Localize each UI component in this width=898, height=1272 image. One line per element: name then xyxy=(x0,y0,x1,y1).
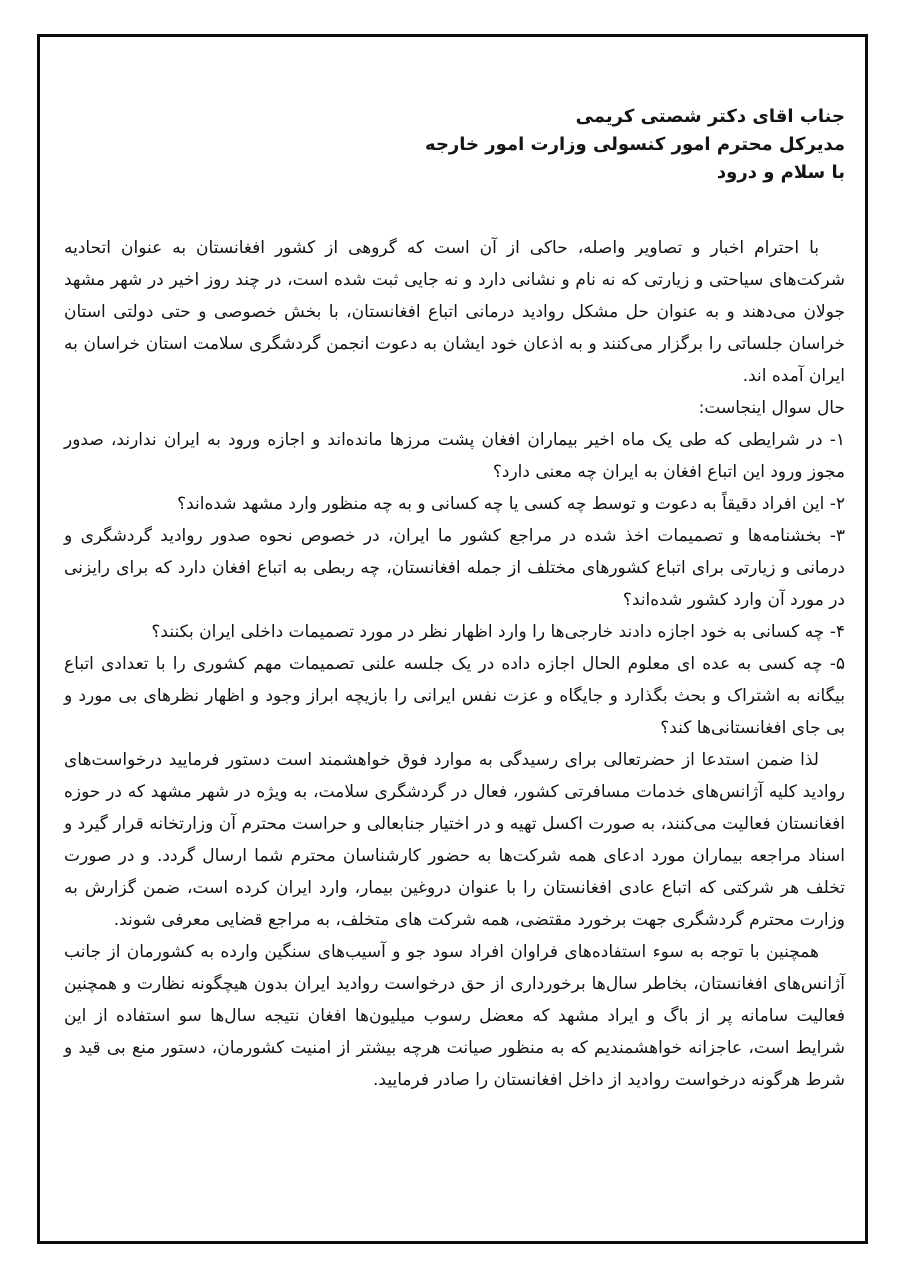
question-item-3: ۳- بخشنامه‌ها و تصمیمات اخذ شده در مراجع کشور ما ایران، در خصوص نحوه صدور روادید گردشگری و درمانی و زیارتی برای اتباع کشورهای مختلف از جمله افغانستان، چه ربطی به اتباع افغان دارد که برای رایزنی در مورد آن وارد کشور شده‌اند؟ xyxy=(64,526,845,610)
question-intro-line: حال سوال اینجاست: xyxy=(698,398,845,418)
question-item-2: ۲- این افراد دقیقاً به دعوت و توسط چه کسی یا چه کسانی و به چه منظور وارد مشهد شده‌اند؟ xyxy=(177,494,845,514)
letter-header xyxy=(64,103,845,187)
page-border-frame xyxy=(37,34,868,1244)
request-paragraph: لذا ضمن استدعا از حضرتعالی برای رسیدگی به موارد فوق خواهشمند است دستور فرمایید درخواست‌های روادید کلیه آژانس‌های خدمات مسافرتی کشور، فعال در گردشگری سلامت، به ویژه در شهر مشهد که در حوزه افغانستان فعالیت می‌کنند، به صورت اکسل تهیه و در اختیار جنابعالی و حراست محترم آن وزارتخانه قرار گیرد و اسناد مراجعه بیماران مورد ادعای همه شرکت‌ها به حضور کارشناسان محترم شما ارسال گردد. و در صورت تخلف هر شرکتی که اتباع عادی افغانستان را با عنوان دروغین بیمار، وارد ایران کرده است، ضمن گزارش به وزارت محترم گردشگری جهت برخورد مقتضی، همه شرکت های متخلف، به مراجع قضایی معرفی شوند. xyxy=(64,750,845,930)
letter-content xyxy=(64,103,845,1096)
question-item-4: ۴- چه کسانی به خود اجازه دادند خارجی‌ها را وارد اظهار نظر در مورد تصمیمات داخلی ایران بکنند؟ xyxy=(151,622,845,642)
letter-body xyxy=(64,232,845,1096)
question-item-5: ۵- چه کسی به عده ای معلوم الحال اجازه داده در یک جلسه علنی تصمیمات مهم کشوری را با تعدادی اتباع بیگانه به اشتراک و بحث بگذارد و جایگاه و عزت نفس ایرانی را بازیچه ابراز وجود و اظهار نظرهای بی مورد و بی جای افغانستانی‌ها کند؟ xyxy=(64,654,845,738)
recipient-name-line: جناب اقای دکتر شصتی کریمی xyxy=(575,106,845,127)
closing-paragraph: همچنین با توجه به سوء استفاده‌های فراوان افراد سود جو و آسیب‌های سنگین وارده به کشورمان از جانب آژانس‌های افغانستان، بخاطر سال‌ها برخورداری از حق درخواست روادید ایران بدون هیچگونه نظارت و همچنین فعالیت سامانه پر از باگ و ایراد مشهد که معضل رسوب میلیون‌ها افغان نتیجه سال‌ها سو استفاده از این شرایط است، عاجزانه خواهشمندیم که به منظور صیانت هرچه بیشتر از امنیت کشورمان، دستور منع بی قید و شرط هرگونه درخواست روادید از داخل افغانستان را صادر فرمایید. xyxy=(64,942,845,1090)
recipient-title-line: مدیرکل محترم امور کنسولی وزارت امور خارجه xyxy=(425,134,845,155)
intro-paragraph: با احترام اخبار و تصاویر واصله، حاکی از آن است که گروهی از کشور افغانستان به عنوان اتحادیه شرکت‌های سیاحتی و زیارتی که نه نام و نشانی دارد و نه جایی ثبت شده است، در چند روز اخیر در شهر مشهد جولان می‌دهند و به عنوان حل مشکل روادید درمانی اتباع افغانستان، با بخش خصوصی و حتی دولتی استان خراسان جلساتی را برگزار می‌کنند و به اذعان خود ایشان به دعوت انجمن گردشگری سلامت استان خراسان به ایران آمده اند. xyxy=(64,238,845,386)
greeting-line: با سلام و درود xyxy=(716,162,845,183)
question-item-1: ۱- در شرایطی که طی یک ماه اخیر بیماران افغان پشت مرزها مانده‌اند و اجازه ورود به ایران ندارند، صدور مجوز ورود این اتباع افغان به ایران چه معنی دارد؟ xyxy=(64,430,845,482)
